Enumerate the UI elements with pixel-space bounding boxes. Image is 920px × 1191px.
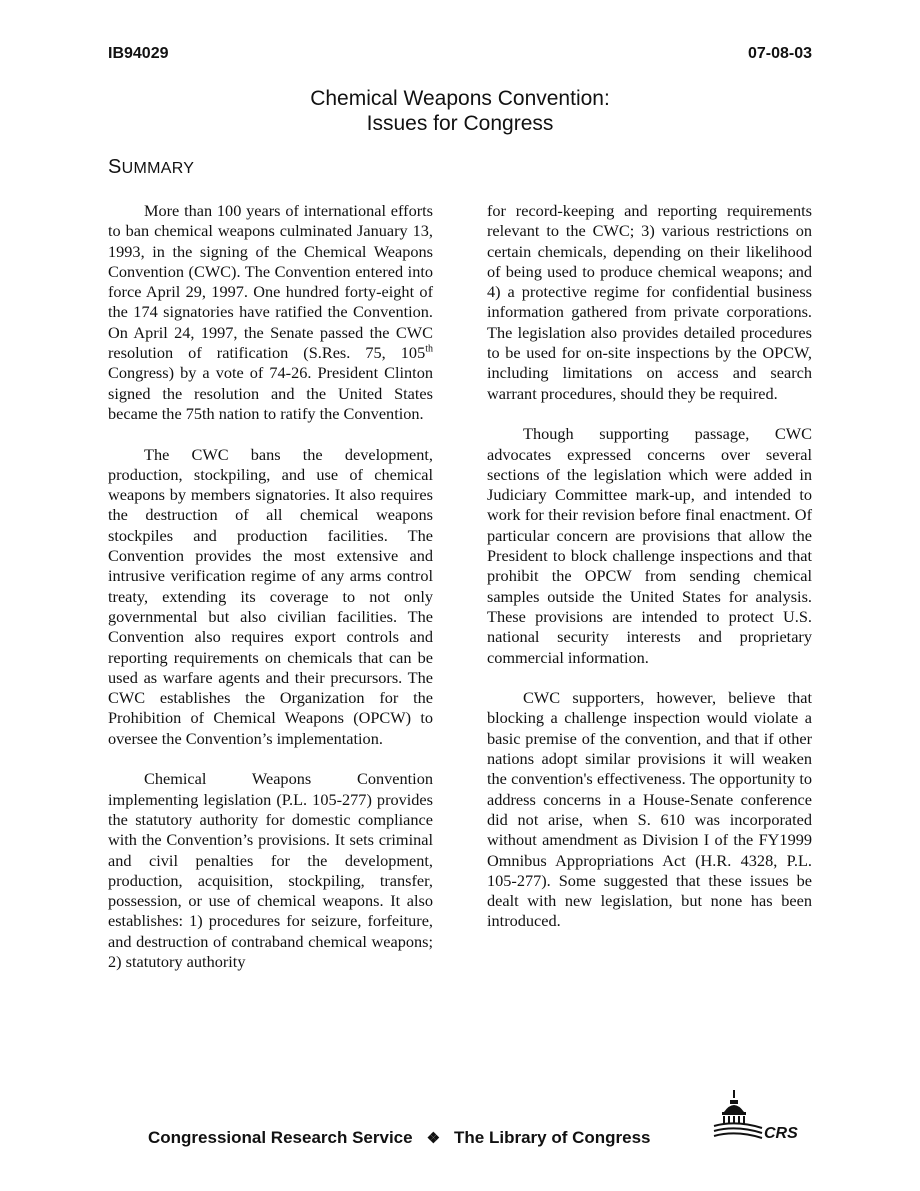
- ordinal-superscript: th: [425, 343, 433, 355]
- section-heading-cap: S: [108, 156, 122, 178]
- paragraph-text: More than 100 years of international efforts to ban chemical weapons culminated January 13, 1993, in the signing of the Chemical Weapons Convention (CWC). The Convention entered into force April 29, 1997. One hundred forty-eight of the 174 signatories have ratified the Convention. On April 24, 1997, the Senate passed the CWC resolution of ratification (S.Res. 75, 105: [108, 201, 433, 363]
- document-id: IB94029: [108, 45, 169, 62]
- paragraph-text: Congress) by a vote of 74-26. President Clinton signed the resolution and the United States became the 75th nation to ratify the Convention.: [108, 363, 433, 423]
- paragraph: for record-keeping and reporting requirements relevant to the CWC; 3) various restrictions on certain chemicals, depending on their likelihood of being used to produce chemical weapons; and 4) a protective regime for confidential business information gathered from private corporations. The legislation also provides detailed procedures to be used for on-site inspections by the OPCW, including limitations on access and search warrant procedures, should they be required.: [487, 201, 812, 403]
- footer-library: The Library of Congress: [454, 1128, 651, 1147]
- paragraph: CWC supporters, however, believe that blocking a challenge inspection would violate a basic premise of the convention, and that if other nations adopt similar provisions it will weaken the convention's effectiveness. The opportunity to address concerns in a House-Senate conference did not arise, when S. 610 was incorporated without amendment as Division I of the FY1999 Omnibus Appropriations Act (H.R. 4328, P.L. 105-277). Some suggested that these issues be dealt with new legislation, but none has been introduced.: [487, 688, 812, 931]
- paragraph: [108, 201, 433, 424]
- document-title: [0, 86, 920, 136]
- title-line-1: Chemical Weapons Convention:: [310, 87, 610, 110]
- paragraph: The CWC bans the development, production, stockpiling, and use of chemical weapons by members signatories. It also requires the destruction of all chemical weapons stockpiles and production facilities. The Convention provides the most extensive and intrusive verification regime of any arms control treaty, extending its coverage to not only governmental but also civilian facilities. The Convention also requires export controls and reporting requirements on chemicals that can be used as warfare agents and their precursors. The CWC establishes the Organization for the Prohibition of Chemical Weapons (OPCW) to oversee the Convention’s implementation.: [108, 444, 433, 748]
- section-heading-rest: UMMARY: [121, 160, 195, 177]
- paragraph: Chemical Weapons Convention implementing legislation (P.L. 105-277) provides the statutory authority for domestic compliance with the Convention’s provisions. It sets criminal and civil penalties for the development, production, acquisition, stockpiling, transfer, possession, or use of chemical weapons. It also establishes: 1) procedures for seizure, forfeiture, and destruction of contraband chemical weapons; 2) statutory authority: [108, 769, 433, 971]
- left-column: [108, 201, 433, 993]
- document-date: 07-08-03: [747, 45, 812, 62]
- footer-publisher: Congressional Research Service: [148, 1128, 413, 1147]
- crs-capitol-logo-icon: [712, 1086, 808, 1146]
- title-line-2: Issues for Congress: [366, 112, 554, 135]
- paragraph: Though supporting passage, CWC advocates expressed concerns over several sections of the legislation which were added in Judiciary Committee mark-up, and intended to work for their revision before final enactment. Of particular concern are provisions that allow the President to block challenge inspections and that prohibit the OPCW from sending chemical samples outside the United States for analysis. These provisions are intended to protect U.S. national security interests and proprietary commercial information.: [487, 424, 812, 667]
- footer: [148, 1128, 651, 1148]
- crs-logo-text: CRS: [764, 1125, 798, 1142]
- section-heading-summary: [108, 156, 194, 179]
- right-column: [487, 201, 812, 952]
- diamond-separator-icon: ❖: [426, 1130, 441, 1147]
